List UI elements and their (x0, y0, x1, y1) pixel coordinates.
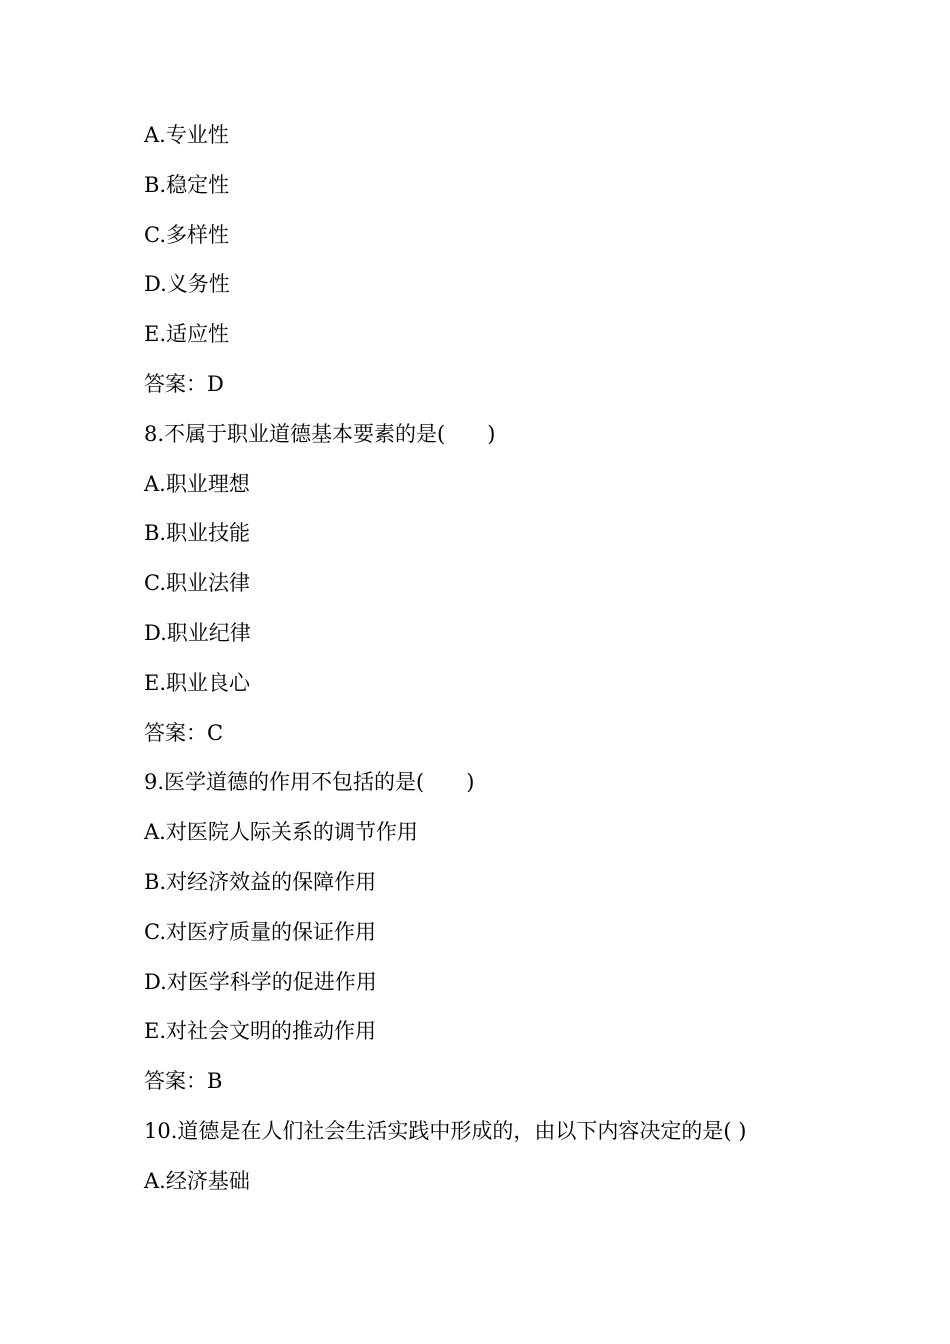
option-c-q8: C.职业法律 (144, 571, 250, 596)
option-e-q8: E.职业良心 (144, 670, 251, 695)
option-d-q7: D.义务性 (144, 272, 230, 297)
option-b-q9: B.对经济效益的保障作用 (144, 869, 377, 894)
option-e-q7: E.适应性 (144, 322, 230, 347)
option-c-q7: C.多样性 (144, 222, 229, 247)
question-9: 9.医学道德的作用不包括的是( ) (144, 770, 475, 795)
answer-q9: 答案：B (144, 1069, 223, 1094)
question-10: 10.道德是在人们社会生活实践中形成的，由以下内容决定的是( ) (144, 1118, 747, 1143)
answer-q8: 答案：C (144, 720, 224, 745)
question-text-block (144, 120, 904, 1216)
option-e-q9: E.对社会文明的推动作用 (144, 1019, 377, 1044)
option-b-q7: B.稳定性 (144, 172, 230, 197)
option-a-q8: A.职业理想 (144, 471, 250, 496)
answer-q7: 答案：D (144, 371, 224, 396)
question-8: 8.不属于职业道德基本要素的是( ) (144, 421, 496, 446)
option-c-q9: C.对医疗质量的保证作用 (144, 919, 376, 944)
option-a-q9: A.对医院人际关系的调节作用 (144, 820, 418, 845)
option-a-q10: A.经济基础 (144, 1168, 250, 1193)
option-a-q7: A.专业性 (144, 123, 229, 147)
option-b-q8: B.职业技能 (144, 521, 251, 546)
option-d-q9: D.对医学科学的促进作用 (144, 969, 377, 994)
option-d-q8: D.职业纪律 (144, 620, 251, 645)
